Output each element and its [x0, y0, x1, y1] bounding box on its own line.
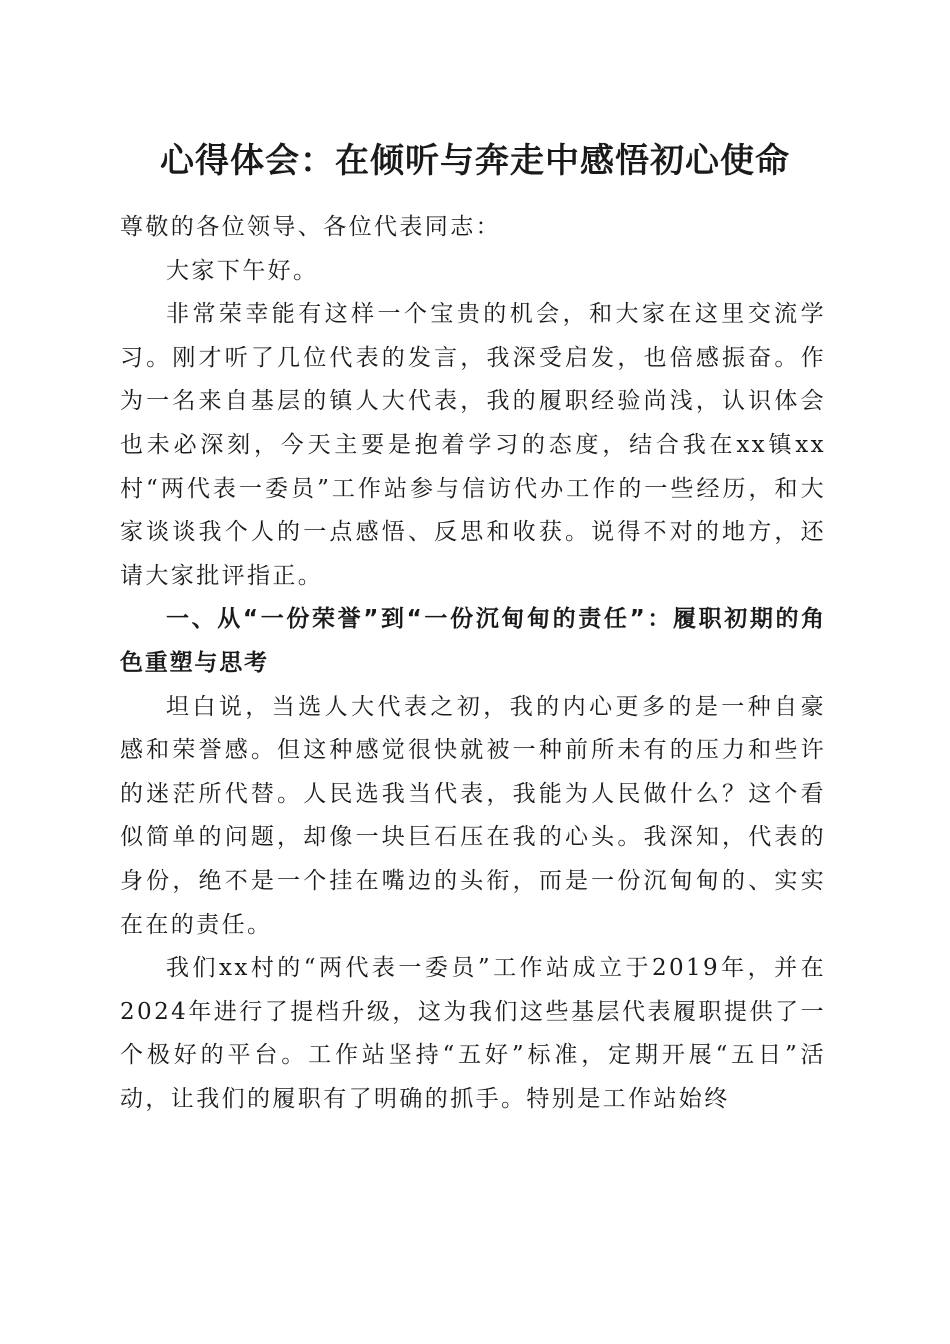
section-heading: 一、从“一份荣誉”到“一份沉甸甸的责任”：履职初期的角色重塑与思考: [120, 606, 826, 676]
intro-paragraph: 非常荣幸能有这样一个宝贵的机会，和大家在这里交流学习。刚才听了几位代表的发言，我深受启发，也倍感振奋。作为一名来自基层的镇人大代表，我的履职经验尚浅，认识体会也未必深刻，今天主要是抱着学习的态度，结合我在xx镇xx村“两代表一委员”工作站参与信访代办工作的一些经历，和大家谈谈我个人的一点感悟、反思和收获。说得不对的地方，还请大家批评指正。: [120, 301, 826, 589]
greeting: 大家下午好。: [166, 257, 319, 284]
document-body: [120, 206, 826, 1121]
section-paragraph: 坦白说，当选人大代表之初，我的内心更多的是一种自豪感和荣誉感。但这种感觉很快就被一种前所未有的压力和些许的迷茫所代替。人民选我当代表，我能为人民做什么？这个看似简单的问题，却像一块巨石压在我的心头。我深知，代表的身份，绝不是一个挂在嘴边的头衔，而是一份沉甸甸的、实实在在的责任。: [120, 693, 826, 938]
document-title: 心得体会：在倾听与奔走中感悟初心使命: [160, 141, 790, 181]
section-paragraph: 我们xx村的“两代表一委员”工作站成立于2019年，并在2024年进行了提档升级，这为我们这些基层代表履职提供了一个极好的平台。工作站坚持“五好”标准，定期开展“五日”活动，让我们的履职有了明确的抓手。特别是工作站始终: [120, 955, 826, 1112]
salutation: 尊敬的各位领导、各位代表同志：: [120, 214, 501, 240]
